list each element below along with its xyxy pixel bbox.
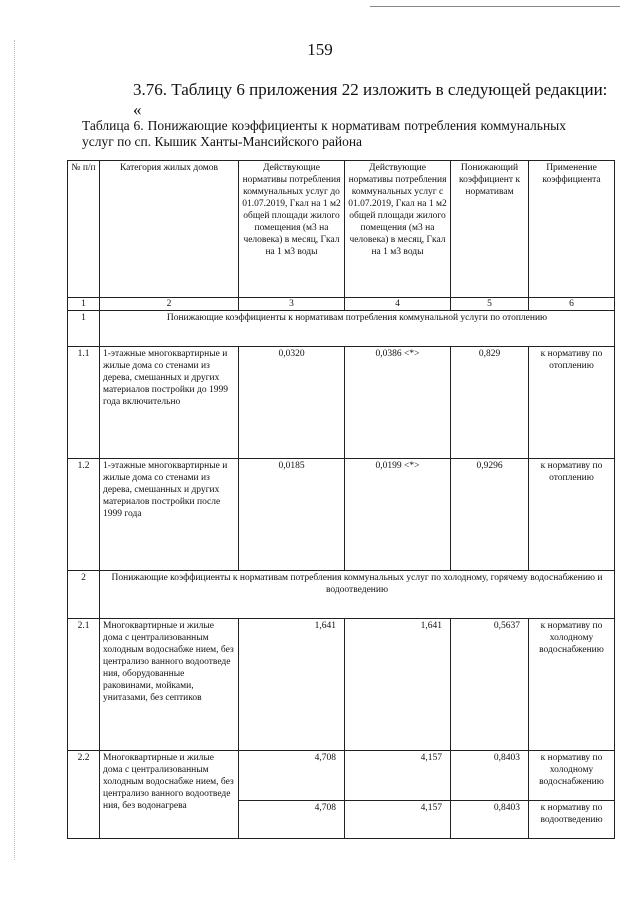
row-norm-after: 4,157 xyxy=(345,801,451,839)
table-row xyxy=(68,751,615,801)
header-norm-before: Действующие нормативы потребления коммунальных услуг до 01.07.2019, Гкал на 1 м2 общей площади жилого помещения (м3 на человека) в месяц, Гкал на 1 м3 воды xyxy=(239,161,345,298)
row-norm-after: 0,0386 <*> xyxy=(345,347,451,459)
row-coefficient: 0,8403 xyxy=(451,801,529,839)
top-rule xyxy=(370,6,620,7)
row-category: Многоквартирные и жилые дома с централизованным холодным водоснабже нием, без централизо ванного водоотведе ния, оборудованные раковинами, мойками, унитазами, без септиков xyxy=(100,619,239,751)
table-caption: Таблица 6. Понижающие коэффициенты к нормативам потребления коммунальных услуг по сп. Кышик Ханты-Мансийского района xyxy=(82,118,566,149)
section-number: 1 xyxy=(68,311,100,347)
scan-edge xyxy=(14,40,15,860)
row-number: 2.1 xyxy=(68,619,100,751)
section-row-heating xyxy=(68,311,615,347)
col-number: 1 xyxy=(68,298,100,311)
header-coefficient: Понижающий коэффициент к нормативам xyxy=(451,161,529,298)
col-number: 2 xyxy=(100,298,239,311)
row-category: Многоквартирные и жилые дома с централизованным холодным водоснабже нием, без централизо ванного водоотведе ния, без водонагрева xyxy=(100,751,239,839)
header-row xyxy=(68,161,615,298)
header-application: Применение коэффициента xyxy=(529,161,615,298)
row-norm-before: 0,0185 xyxy=(239,459,345,571)
row-application: к нормативу по холодному водоснабжению xyxy=(529,619,615,751)
row-coefficient: 0,8403 xyxy=(451,751,529,801)
col-number: 6 xyxy=(529,298,615,311)
table-row xyxy=(68,459,615,571)
opening-quote: « xyxy=(133,100,142,119)
row-application: к нормативу по водоотведению xyxy=(529,801,615,839)
section-title: Понижающие коэффициенты к нормативам потребления коммунальной услуги по отоплению xyxy=(100,311,615,347)
col-number: 5 xyxy=(451,298,529,311)
row-coefficient: 0,9296 xyxy=(451,459,529,571)
row-number: 1.1 xyxy=(68,347,100,459)
row-norm-before: 0,0320 xyxy=(239,347,345,459)
col-number: 3 xyxy=(239,298,345,311)
col-number: 4 xyxy=(345,298,451,311)
row-norm-before: 1,641 xyxy=(239,619,345,751)
section-number: 2 xyxy=(68,571,100,619)
row-norm-after: 4,157 xyxy=(345,751,451,801)
row-norm-before: 4,708 xyxy=(239,801,345,839)
header-norm-after: Действующие нормативы потребления коммунальных услуг с 01.07.2019, Гкал на 1 м2 общей площади жилого помещения (м3 на человека) в месяц, Гкал на 1 м3 воды xyxy=(345,161,451,298)
row-number: 1.2 xyxy=(68,459,100,571)
column-number-row xyxy=(68,298,615,311)
coefficients-table xyxy=(67,160,615,839)
row-norm-before: 4,708 xyxy=(239,751,345,801)
row-application: к нормативу по отоплению xyxy=(529,347,615,459)
row-application: к нормативу по отоплению xyxy=(529,459,615,571)
amendment-heading: 3.76. Таблицу 6 приложения 22 изложить в следующей редакции: xyxy=(133,80,608,99)
row-coefficient: 0,829 xyxy=(451,347,529,459)
row-norm-after: 0,0199 <*> xyxy=(345,459,451,571)
row-norm-after: 1,641 xyxy=(345,619,451,751)
row-number: 2.2 xyxy=(68,751,100,839)
header-num: № п/п xyxy=(68,161,100,298)
page-number: 159 xyxy=(307,40,333,59)
table-row xyxy=(68,347,615,459)
section-row-water xyxy=(68,571,615,619)
row-category: 1-этажные многоквартирные и жилые дома со стенами из дерева, смешанных и других материалов постройки после 1999 года xyxy=(100,459,239,571)
section-title: Понижающие коэффициенты к нормативам потребления коммунальных услуг по холодному, горячему водоснабжению и водоотведению xyxy=(100,571,615,619)
row-coefficient: 0,5637 xyxy=(451,619,529,751)
header-category: Категория жилых домов xyxy=(100,161,239,298)
row-application: к нормативу по холодному водоснабжению xyxy=(529,751,615,801)
row-category: 1-этажные многоквартирные и жилые дома со стенами из дерева, смешанных и других материалов постройки до 1999 года включительно xyxy=(100,347,239,459)
table-row xyxy=(68,619,615,751)
